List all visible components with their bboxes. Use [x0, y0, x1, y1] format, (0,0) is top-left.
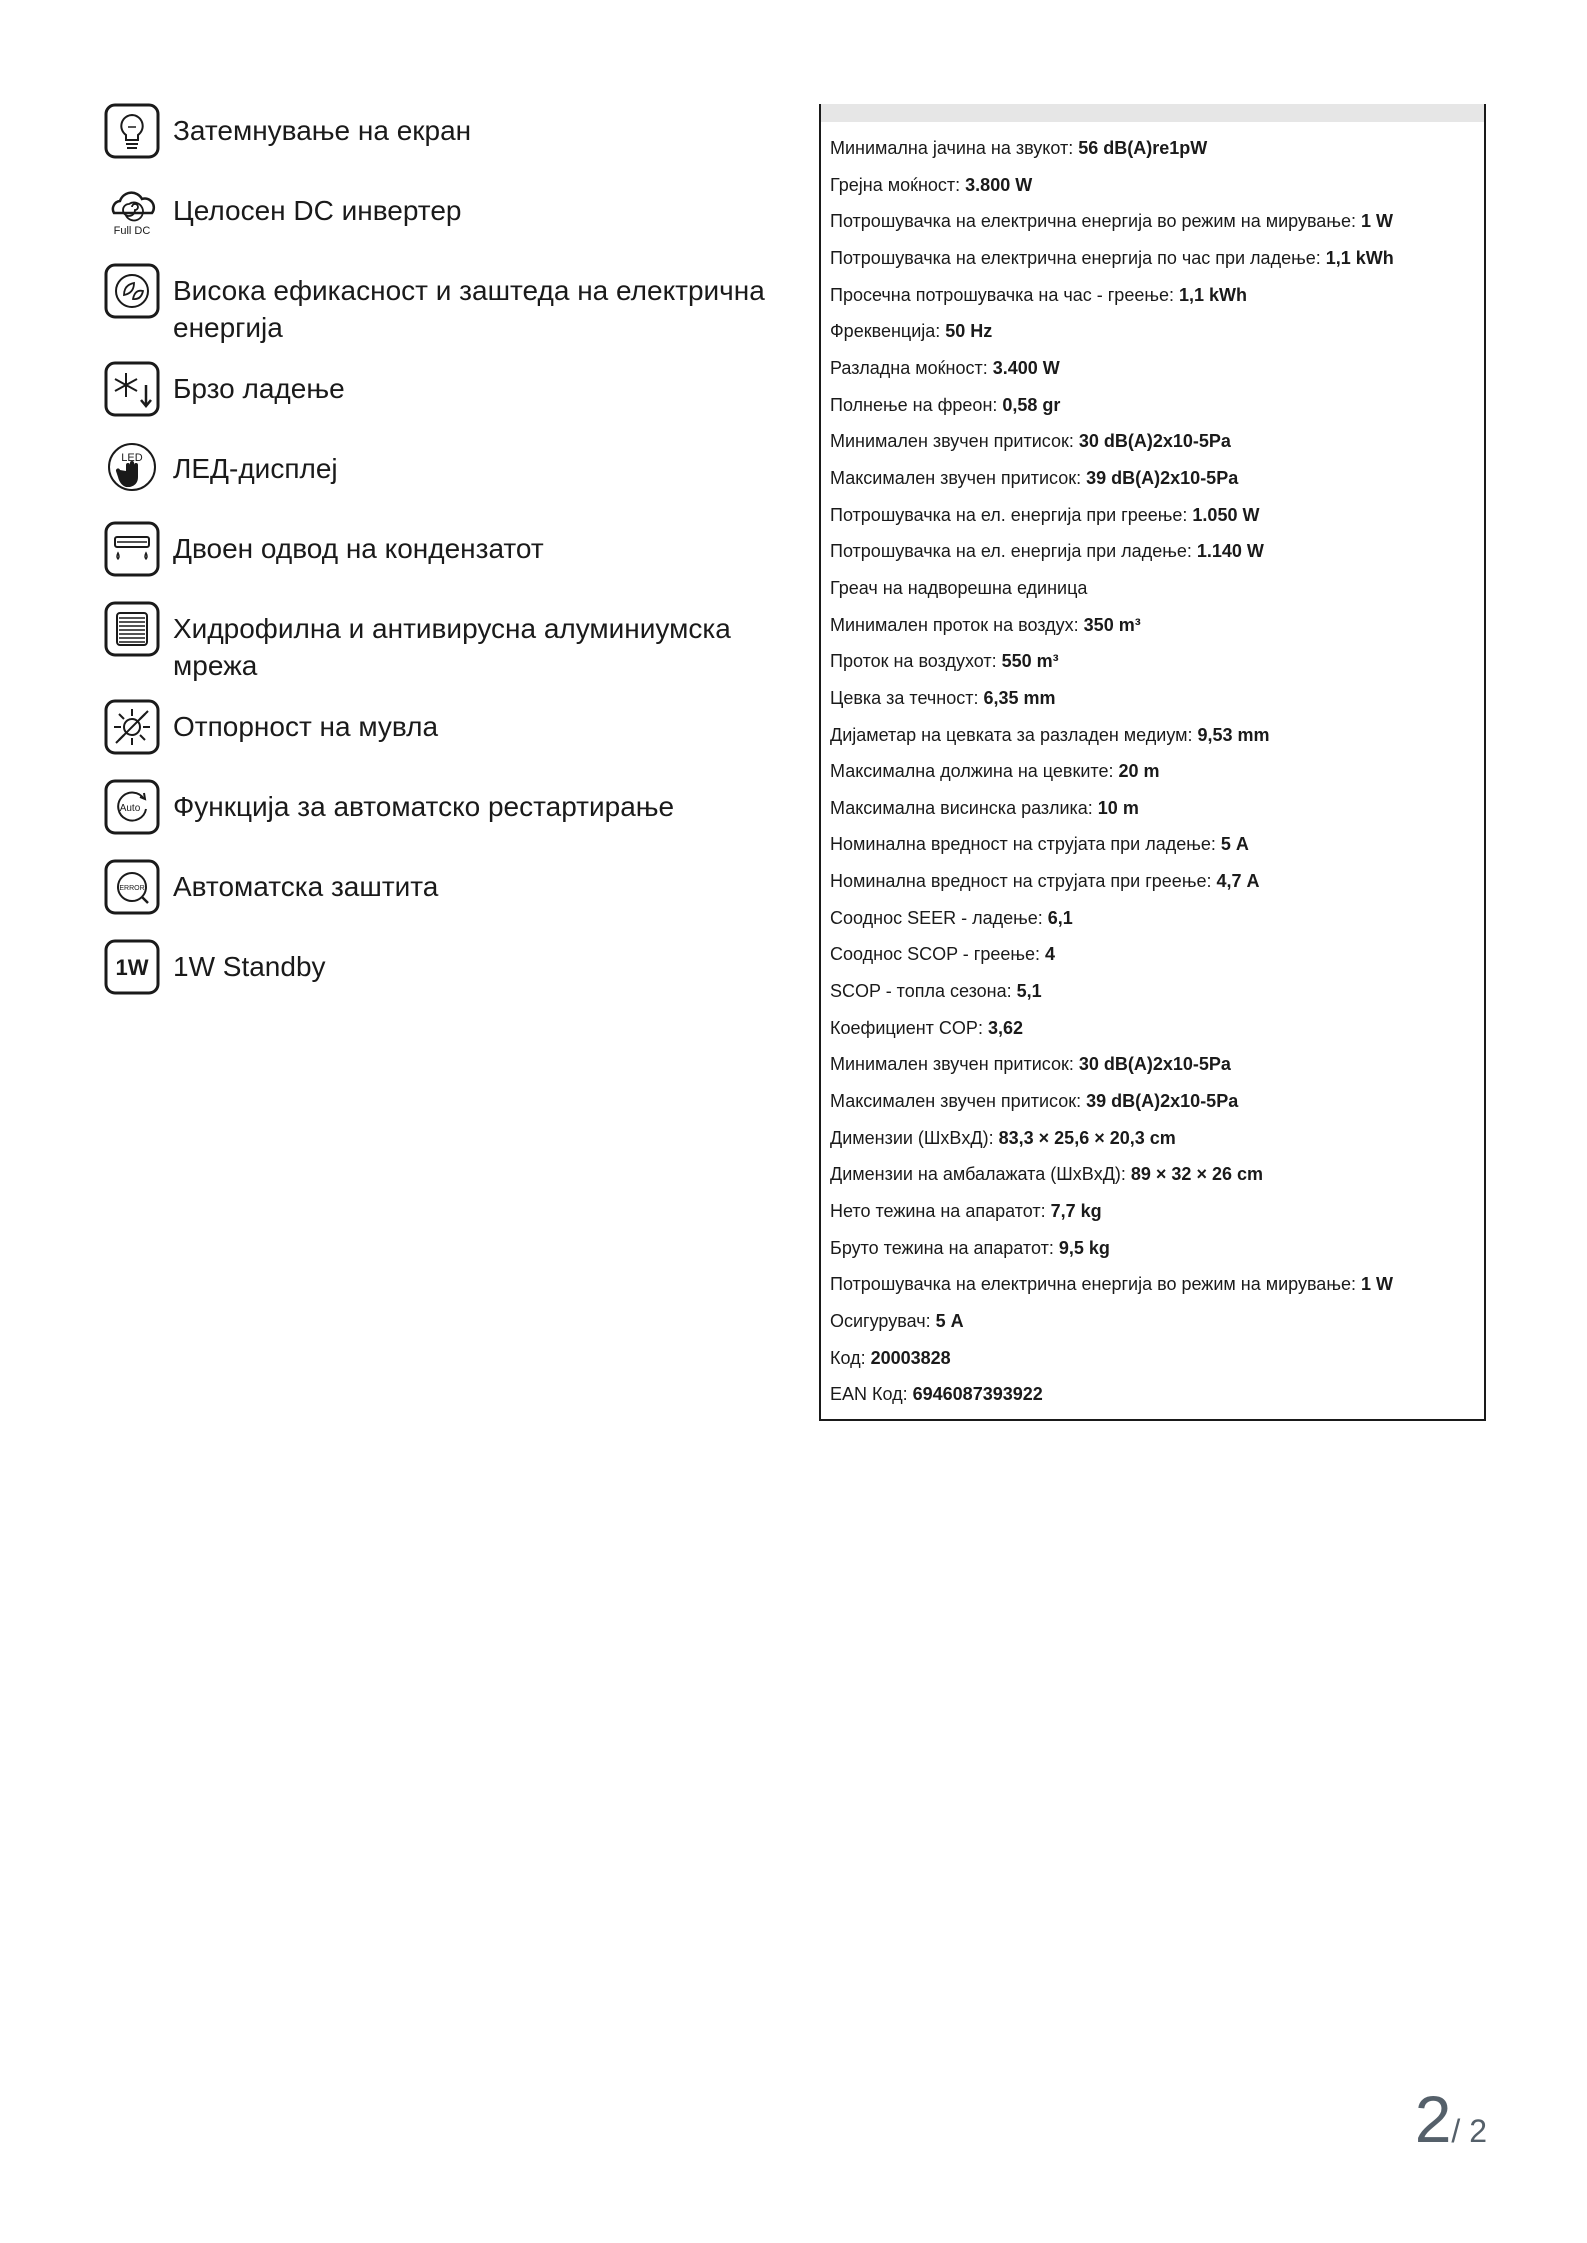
spec-key: Димензии (ШxВxД):	[830, 1127, 999, 1148]
spec-row	[830, 387, 1394, 424]
spec-row	[830, 497, 1394, 534]
auto-caption: Auto	[119, 803, 141, 814]
spec-value: 1,1 kWh	[1325, 247, 1394, 268]
spec-value: 30 dB(A)2x10-5Pa	[1078, 431, 1231, 452]
spec-value: 3,62	[987, 1017, 1023, 1038]
page-number	[1414, 2082, 1487, 2156]
spec-key: Просечна потрошувачка на час - греење:	[830, 284, 1179, 305]
spec-key: Осигурувач:	[830, 1311, 936, 1331]
spec-key: Фреквенција:	[830, 321, 946, 342]
feature-label: Висока ефикасност и заштеда на електрична енергија	[173, 275, 765, 343]
features-list	[104, 103, 784, 1019]
spec-value: 39 dB(A)2x10-5Pa	[1086, 1091, 1239, 1112]
spec-row	[830, 863, 1394, 900]
auto-restart-icon	[104, 779, 160, 835]
feature-label: Хидрофилна и антивирусна алуминиумска мрежа	[173, 613, 731, 681]
spec-row	[830, 826, 1394, 863]
spec-row	[830, 203, 1394, 240]
error-protect-icon	[104, 859, 160, 915]
spec-key: Минимален звучен притисок:	[830, 431, 1079, 452]
spec-row	[830, 130, 1394, 167]
spec-key: Димензии на амбалажата (ШxВxД):	[830, 1164, 1131, 1185]
specifications-header-bar	[821, 104, 1484, 122]
spec-value: 89 × 32 × 26 cm	[1130, 1164, 1263, 1185]
feature-label: ЛЕД-дисплеј	[173, 453, 338, 484]
spec-row	[830, 1083, 1394, 1120]
spec-row	[830, 423, 1394, 460]
drain-icon	[104, 521, 160, 577]
spec-key: Минимален звучен притисок:	[830, 1054, 1079, 1075]
spec-key: Потрошувачка на ел. енергија при ладење:	[830, 541, 1197, 562]
spec-row	[830, 240, 1394, 277]
spec-value: 9,5 kg	[1058, 1237, 1110, 1258]
spec-row	[830, 1230, 1394, 1267]
standby-caption: 1W	[115, 955, 149, 980]
spec-row	[830, 533, 1394, 570]
spec-value: 5,1	[1016, 981, 1042, 1002]
feature-label: Затемнување на екран	[173, 115, 472, 146]
spec-key: Бруто тежина на апаратот:	[830, 1237, 1059, 1258]
spec-key: EAN Код:	[830, 1384, 913, 1405]
spec-value: 0,58 gr	[1002, 394, 1061, 415]
spec-key: Номинална вредност на струјата при ладење:	[830, 834, 1221, 855]
standby-1w-icon	[104, 939, 160, 995]
spec-row	[830, 936, 1394, 973]
feature-item	[104, 859, 784, 939]
fins-icon	[104, 601, 160, 657]
spec-key: Минимална јачина на звукот:	[830, 138, 1079, 158]
feature-item	[104, 441, 784, 521]
spec-value: 20 m	[1118, 761, 1160, 782]
spec-row	[830, 1340, 1394, 1377]
spec-row	[830, 1193, 1394, 1230]
cloud-spiral-icon	[104, 183, 160, 239]
spec-value: 20003828	[870, 1347, 951, 1368]
feature-item	[104, 263, 784, 361]
bulb-dim-icon	[104, 103, 160, 159]
spec-value: 50 Hz	[945, 321, 993, 342]
spec-row	[830, 973, 1394, 1010]
spec-key: SCOP - топла сезона:	[830, 981, 1017, 1002]
spec-key: Разладна моќност:	[830, 357, 993, 378]
spec-value: 1.050 W	[1192, 504, 1260, 525]
spec-value: 6,35 mm	[983, 687, 1056, 708]
spec-row	[830, 1376, 1394, 1413]
spec-row	[830, 460, 1394, 497]
error-caption: ERROR	[119, 885, 145, 892]
spec-key: Нето тежина на апаратот:	[830, 1201, 1051, 1222]
feature-label: Отпорност на мувла	[173, 711, 439, 742]
spec-key: Потрошувачка на ел. енергија при греење:	[830, 504, 1193, 525]
feature-label: 1W Standby	[173, 951, 326, 982]
spec-row	[830, 753, 1394, 790]
spec-row	[830, 607, 1394, 644]
spec-value: 56 dB(A)re1pW	[1078, 138, 1208, 158]
spec-key: Максимален звучен притисок:	[830, 1091, 1087, 1112]
feature-item	[104, 601, 784, 699]
spec-row	[830, 900, 1394, 937]
spec-row	[830, 1010, 1394, 1047]
spec-value: 550 m³	[1001, 651, 1059, 672]
eco-leaves-icon	[104, 263, 160, 319]
spec-key: Потрошувачка на електрична енергија во режим на мирување:	[830, 1274, 1361, 1295]
spec-value: 3.800 W	[965, 174, 1033, 195]
spec-key: Сооднос SEER - ладење:	[830, 907, 1048, 928]
spec-row	[830, 1303, 1394, 1340]
feature-item	[104, 103, 784, 183]
spec-key: Греач на надворешна единица	[830, 577, 1088, 598]
spec-key: Максимална висинска разлика:	[830, 797, 1098, 818]
spec-key: Минимален проток на воздух:	[830, 614, 1084, 635]
spec-value: 6946087393922	[912, 1384, 1043, 1405]
spec-value: 350 m³	[1083, 614, 1141, 635]
spec-key: Проток на воздухот:	[830, 651, 1002, 672]
feature-label: Функција за автоматско рестартирање	[173, 791, 675, 822]
full-dc-caption: Full DC	[113, 225, 151, 237]
led-hand-icon	[104, 441, 160, 497]
spec-key: Грејна моќност:	[830, 174, 966, 195]
spec-key: Максимален звучен притисок:	[830, 467, 1087, 488]
spec-key: Максимална должина на цевките:	[830, 761, 1119, 782]
spec-row	[830, 350, 1394, 387]
spec-key: Цевка за течност:	[830, 687, 984, 708]
spec-value: 4,7 A	[1216, 871, 1260, 892]
feature-item	[104, 183, 784, 263]
feature-label: Автоматска заштита	[173, 871, 439, 902]
spec-value: 4	[1045, 944, 1056, 965]
spec-value: 39 dB(A)2x10-5Pa	[1086, 467, 1239, 488]
spec-row	[830, 313, 1394, 350]
feature-label: Целосен DC инвертер	[173, 195, 462, 226]
spec-row	[830, 570, 1394, 607]
mold-icon	[104, 699, 160, 755]
spec-value: 30 dB(A)2x10-5Pa	[1078, 1054, 1231, 1075]
spec-value: 6,1	[1047, 907, 1073, 928]
spec-value: 83,3 × 25,6 × 20,3 cm	[998, 1127, 1176, 1148]
spec-value: 1.140 W	[1196, 541, 1264, 562]
page-current: 2	[1414, 2082, 1452, 2156]
spec-key: Код:	[830, 1347, 871, 1368]
spec-row	[830, 790, 1394, 827]
spec-value: 1 W	[1360, 211, 1393, 232]
specifications-box	[819, 104, 1486, 1421]
snowflake-arrow-icon	[104, 361, 160, 417]
spec-row	[830, 1156, 1394, 1193]
spec-key: Дијаметар на цевката за разладен медиум:	[830, 724, 1198, 745]
feature-item	[104, 699, 784, 779]
feature-label: Двоен одвод на кондензатот	[173, 533, 544, 564]
spec-row	[830, 643, 1394, 680]
spec-value: 1,1 kWh	[1178, 284, 1248, 305]
spec-value: 7,7 kg	[1050, 1201, 1102, 1222]
page-total: / 2	[1451, 2113, 1487, 2149]
spec-key: Коефициент COP:	[830, 1017, 988, 1038]
spec-row	[830, 717, 1394, 754]
spec-key: Полнење на фреон:	[830, 394, 1003, 415]
feature-item	[104, 779, 784, 859]
spec-value: 5 A	[935, 1311, 964, 1331]
spec-value: 3.400 W	[992, 357, 1060, 378]
spec-row	[830, 1266, 1394, 1303]
spec-row	[830, 277, 1394, 314]
specifications-list	[830, 130, 1394, 1413]
spec-value: 1 W	[1360, 1274, 1393, 1295]
spec-row	[830, 680, 1394, 717]
spec-row	[830, 1120, 1394, 1157]
spec-value: 9,53 mm	[1197, 724, 1270, 745]
spec-value: 5 A	[1220, 834, 1249, 855]
feature-item	[104, 361, 784, 441]
feature-label: Брзо ладење	[173, 373, 345, 404]
spec-key: Сооднос SCOP - греење:	[830, 944, 1045, 965]
feature-item	[104, 521, 784, 601]
spec-key: Потрошувачка на електрична енергија по час при ладење:	[830, 247, 1326, 268]
spec-key: Номинална вредност на струјата при греење:	[830, 871, 1217, 892]
spec-key: Потрошувачка на електрична енергија во режим на мирување:	[830, 211, 1361, 232]
spec-value: 10 m	[1097, 797, 1139, 818]
led-caption: LED	[121, 452, 143, 464]
spec-row	[830, 1046, 1394, 1083]
feature-item	[104, 939, 784, 1019]
spec-row	[830, 167, 1394, 204]
